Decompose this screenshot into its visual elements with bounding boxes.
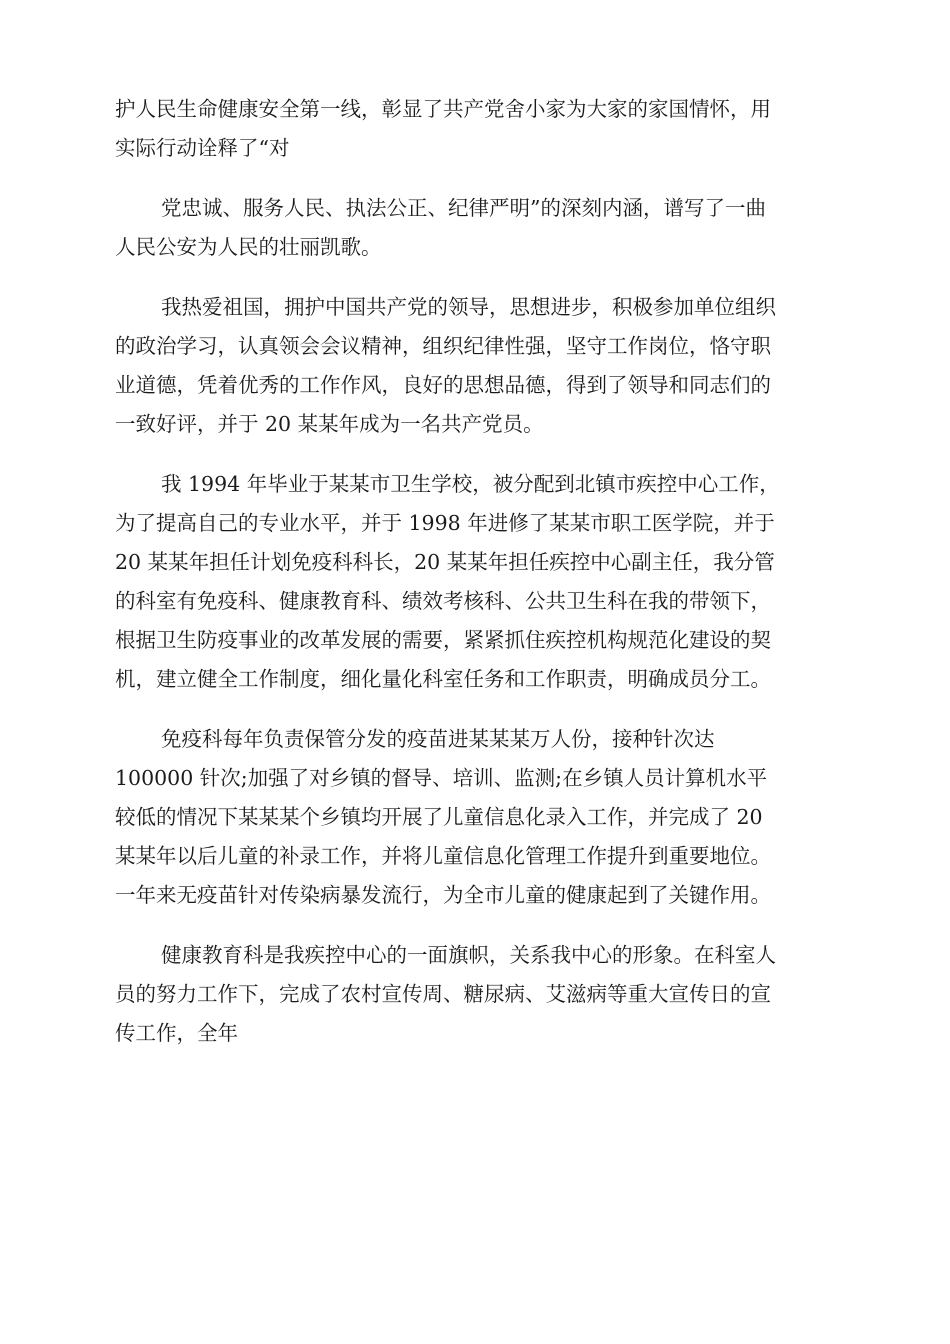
text-line: 的政治学习，认真领会会议精神，组织纪律性强，坚守工作岗位，恪守职 [115, 334, 771, 358]
text-line: 我热爱祖国，拥护中国共产党的领导，思想进步，积极参加单位组织 [161, 295, 776, 319]
text-line: 员的努力工作下，完成了农村宣传周、糖尿病、艾滋病等重大宣传日的宣 [115, 982, 771, 1006]
text-line: 护人民生命健康安全第一线，彰显了共产党舍小家为大家的家国情怀，用 [115, 97, 771, 121]
paragraph-4 [115, 465, 840, 699]
text-line: 实际行动诠释了“对 [115, 136, 290, 160]
text-line: 党忠诚、服务人民、执法公正、纪律严明”的深刻内涵，谱写了一曲 [161, 196, 766, 220]
text-line: 我 1994 年毕业于某某市卫生学校，被分配到北镇市疾控中心工作， [161, 472, 780, 496]
text-line: 某某年以后儿童的补录工作，并将儿童信息化管理工作提升到重要地位。 [115, 844, 771, 868]
paragraph-6 [115, 936, 840, 1053]
text-line: 机，建立健全工作制度，细化量化科室任务和工作职责，明确成员分工。 [115, 667, 771, 691]
text-line: 业道德，凭着优秀的工作作风，良好的思想品德，得到了领导和同志们的 [115, 373, 771, 397]
text-line: 较低的情况下某某某个乡镇均开展了儿童信息化录入工作，并完成了 20 [115, 805, 763, 829]
text-line: 根据卫生防疫事业的改革发展的需要，紧紧抓住疾控机构规范化建设的契 [115, 628, 771, 652]
paragraph-5 [115, 720, 840, 915]
text-line: 免疫科每年负责保管分发的疫苗进某某某万人份，接种针次达 [161, 727, 715, 751]
text-line: 人民公安为人民的壮丽凯歌。 [115, 235, 382, 259]
text-line: 100000 针次;加强了对乡镇的督导、培训、监测;在乡镇人员计算机水平 [115, 766, 768, 790]
text-line: 为了提高自己的专业水平，并于 1998 年进修了某某市职工医学院，并于 [115, 511, 775, 535]
text-line: 一致好评，并于 20 某某年成为一名共产党员。 [115, 412, 544, 436]
paragraph-2 [115, 189, 840, 267]
text-line: 的科室有免疫科、健康教育科、绩效考核科、公共卫生科在我的带领下， [115, 589, 771, 613]
paragraph-3 [115, 288, 840, 444]
text-line: 健康教育科是我疾控中心的一面旗帜，关系我中心的形象。在科室人 [161, 943, 776, 967]
text-line: 传工作，全年 [115, 1021, 238, 1045]
text-line: 一年来无疫苗针对传染病暴发流行，为全市儿童的健康起到了关键作用。 [115, 883, 771, 907]
paragraph-1 [115, 90, 840, 168]
document-body [115, 90, 840, 1074]
text-line: 20 某某年担任计划免疫科科长，20 某某年担任疾控中心副主任，我分管 [115, 550, 775, 574]
